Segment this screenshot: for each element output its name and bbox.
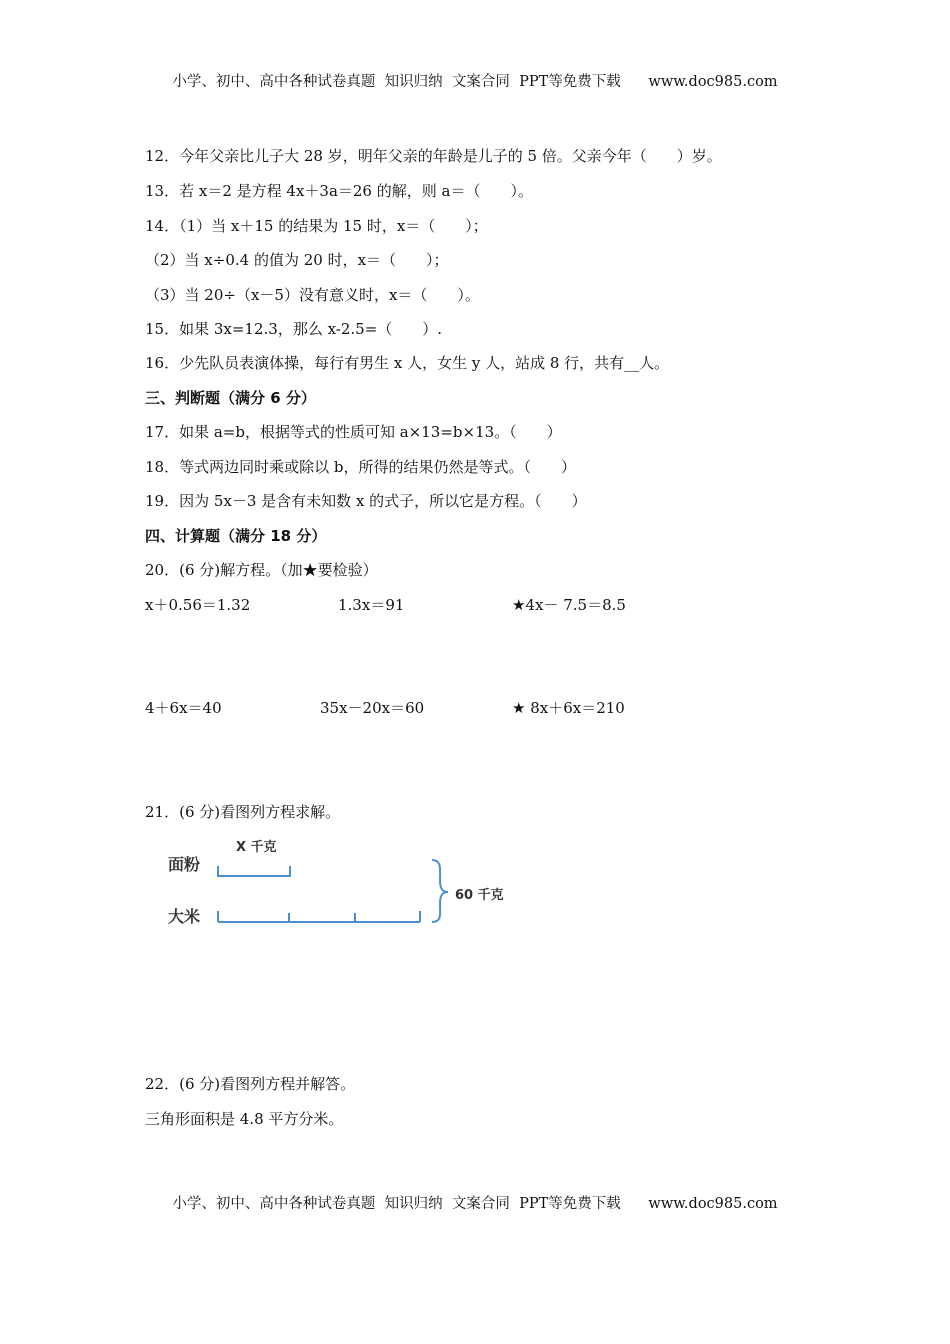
page-header: 小学、初中、高中各种试卷真题 知识归纳 文案合同 PPT等免费下载 www.doc985.com (172, 74, 778, 90)
question-16: 16．少先队员表演体操，每行有男生 x 人，女生 y 人，站成 8 行，共有__人。 (145, 354, 670, 372)
question-14-part-2: （2）当 x÷0.4 的值为 20 时，x＝（ ）； (145, 251, 449, 269)
equation-6: ★ 8x＋6x＝210 (512, 699, 625, 717)
question-15: 15．如果 3x=12.3，那么 x-2.5=（ ）. (145, 320, 443, 338)
question-12: 12．今年父亲比儿子大 28 岁，明年父亲的年龄是儿子的 5 倍。父亲今年（ ）岁。 (145, 147, 722, 165)
page-footer: 小学、初中、高中各种试卷真题 知识归纳 文案合同 PPT等免费下载 www.doc985.com (172, 1196, 778, 1212)
question-22-text: 三角形面积是 4.8 平方分米。 (145, 1110, 344, 1128)
total-weight-label: 60 千克 (455, 888, 504, 903)
question-22: 22．(6 分)看图列方程并解答。 (145, 1075, 356, 1093)
question-13: 13．若 x＝2 是方程 4x＋3a＝26 的解，则 a＝（ ）。 (145, 182, 533, 200)
question-14-part-1: 14．（1）当 x＋15 的结果为 15 时，x＝（ ）； (145, 217, 488, 235)
question-18: 18．等式两边同时乘或除以 b，所得的结果仍然是等式。（ ） (145, 458, 576, 476)
section-3-heading: 三、判断题（满分 6 分） (145, 389, 316, 407)
flour-weight-label: X 千克 (236, 840, 277, 855)
brace (432, 860, 448, 922)
question-14-part-3: （3）当 20÷（x－5）没有意义时，x＝（ ）。 (145, 286, 480, 304)
question-21: 21．(6 分)看图列方程求解。 (145, 803, 341, 821)
rice-label: 大米 (168, 907, 201, 926)
question-20: 20．(6 分)解方程。（加★要检验） (145, 561, 378, 579)
equation-1: x＋0.56＝1.32 (145, 596, 251, 614)
equation-5: 35x－20x＝60 (320, 699, 425, 717)
section-4-heading: 四、计算题（满分 18 分） (145, 527, 327, 545)
equation-4: 4＋6x＝40 (145, 699, 222, 717)
question-17: 17．如果 a=b，根据等式的性质可知 a×13=b×13。（ ） (145, 423, 562, 441)
equation-2: 1.3x＝91 (338, 596, 405, 614)
equation-3: ★4x－ 7.5＝8.5 (512, 596, 626, 614)
flour-segment (218, 866, 290, 876)
flour-label: 面粉 (168, 855, 201, 874)
question-19: 19．因为 5x－3 是含有未知数 x 的式子，所以它是方程。（ ） (145, 492, 587, 510)
